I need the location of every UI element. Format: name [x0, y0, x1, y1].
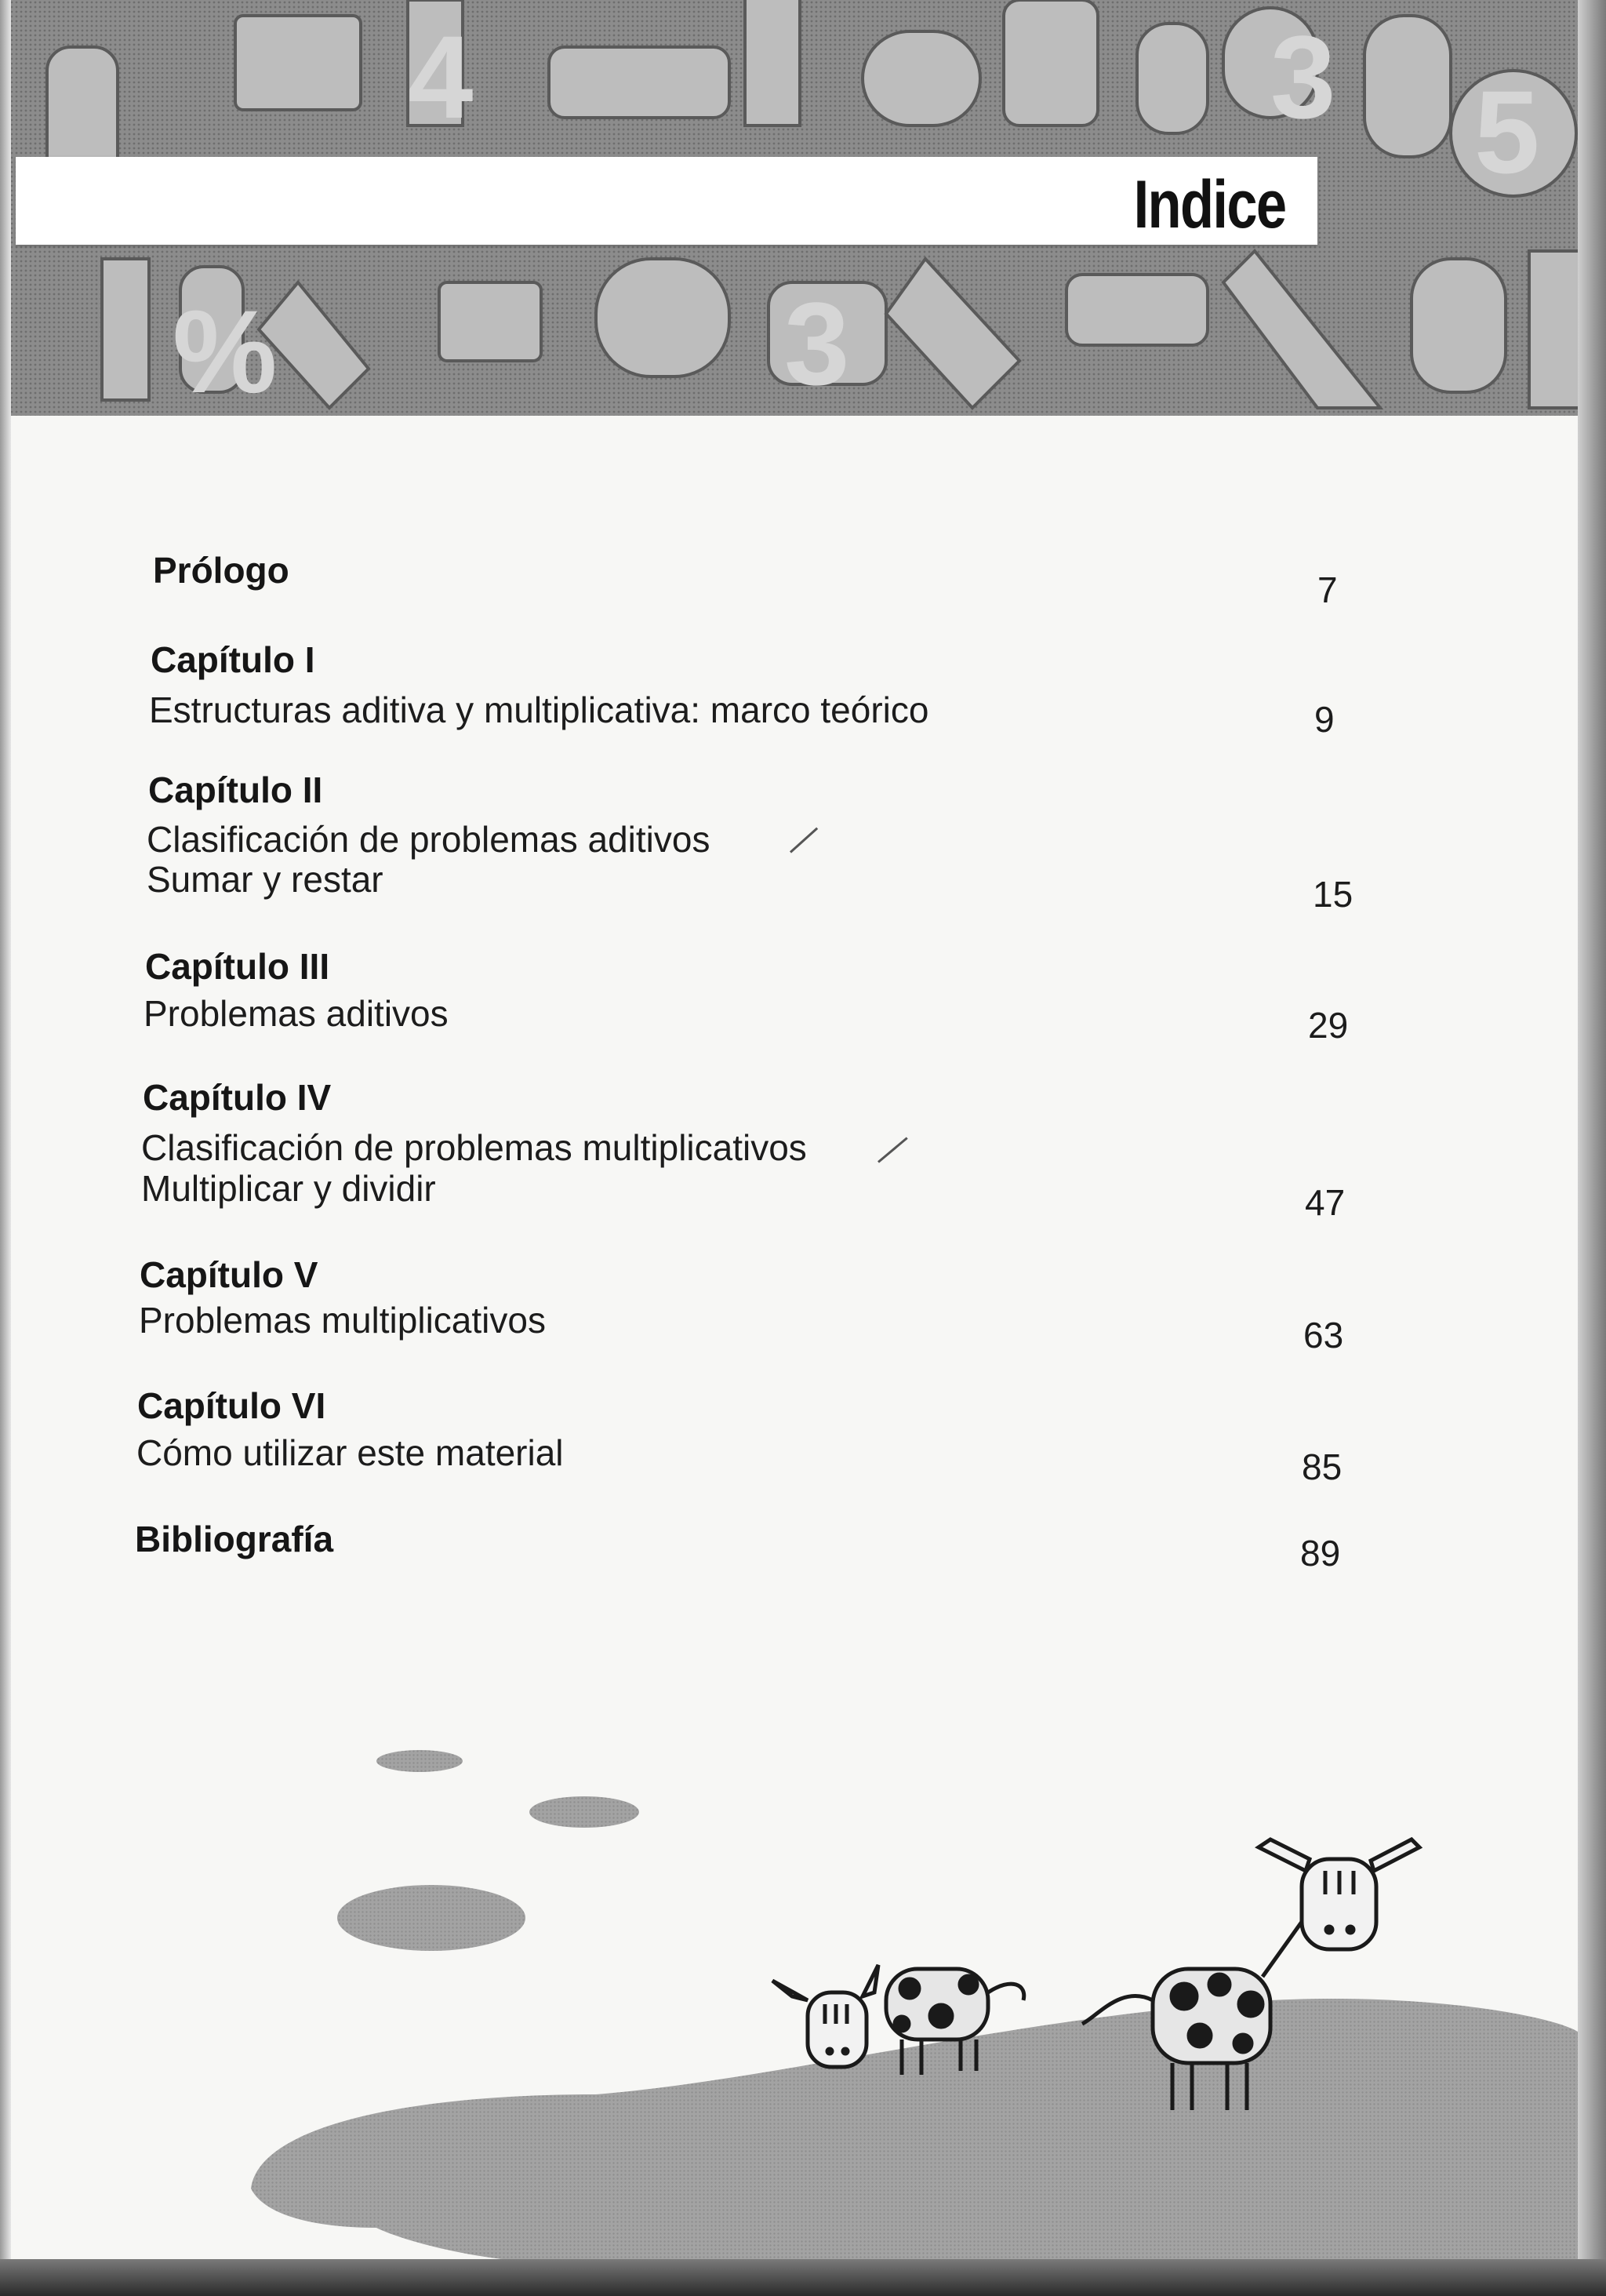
toc-entry-chapter-5: Capítulo V: [140, 1254, 318, 1295]
toc-page-number: 7: [1317, 569, 1338, 610]
toc-entry-bibliografia: Bibliografía: [135, 1519, 334, 1559]
pencil-check-mark: [877, 1137, 908, 1163]
toc-chapter-2-title: Clasificación de problemas aditivos: [147, 819, 710, 860]
svg-text:5: 5: [1474, 66, 1540, 198]
toc-entry-chapter-6: Capítulo VI: [137, 1385, 326, 1426]
spot-shape: [376, 1750, 463, 1772]
toc-chapter-4-subtitle: Multiplicar y dividir: [141, 1168, 436, 1209]
title-strip: [16, 157, 1317, 245]
toc-chapter-6-title: Cómo utilizar este material: [136, 1432, 564, 1473]
svg-text:%: %: [173, 286, 278, 416]
toc-page-number: 15: [1313, 874, 1353, 915]
page-title: Indice: [1134, 167, 1286, 242]
svg-text:3: 3: [784, 278, 850, 409]
toc-page-number: 89: [1300, 1533, 1341, 1574]
svg-text:3: 3: [1270, 11, 1336, 143]
toc-entry-chapter-4: Capítulo IV: [143, 1077, 332, 1118]
toc-page-number: 29: [1308, 1005, 1349, 1046]
toc-chapter-4-title: Clasificación de problemas multiplicativos: [141, 1127, 807, 1168]
toc-chapter-1-title: Estructuras aditiva y multiplicativa: marco teórico: [149, 690, 929, 730]
toc-entry-chapter-2: Capítulo II: [148, 770, 323, 810]
header-banner: [0, 0, 1584, 416]
toc-page-number: 47: [1305, 1182, 1346, 1223]
book-binding-edge: [1578, 0, 1606, 2296]
cows-illustration: [0, 1687, 1578, 2259]
toc-page-number: 9: [1314, 699, 1335, 740]
toc-chapter-5-title: Problemas multiplicativos: [139, 1300, 546, 1341]
toc-entry-chapter-3: Capítulo III: [145, 946, 330, 987]
spot-shape: [337, 1885, 525, 1951]
toc-page-number: 85: [1302, 1446, 1343, 1487]
toc-chapter-3-title: Problemas aditivos: [144, 993, 449, 1034]
toc-page-number: 63: [1303, 1315, 1344, 1355]
toc-entry-prologo: Prólogo: [153, 550, 289, 591]
pencil-check-mark: [790, 828, 818, 853]
toc-chapter-2-subtitle: Sumar y restar: [147, 859, 383, 900]
svg-text:4: 4: [408, 11, 474, 143]
toc-entry-chapter-1: Capítulo I: [151, 639, 315, 680]
spot-shape: [529, 1796, 639, 1828]
page-bottom-shadow: [0, 2259, 1606, 2296]
